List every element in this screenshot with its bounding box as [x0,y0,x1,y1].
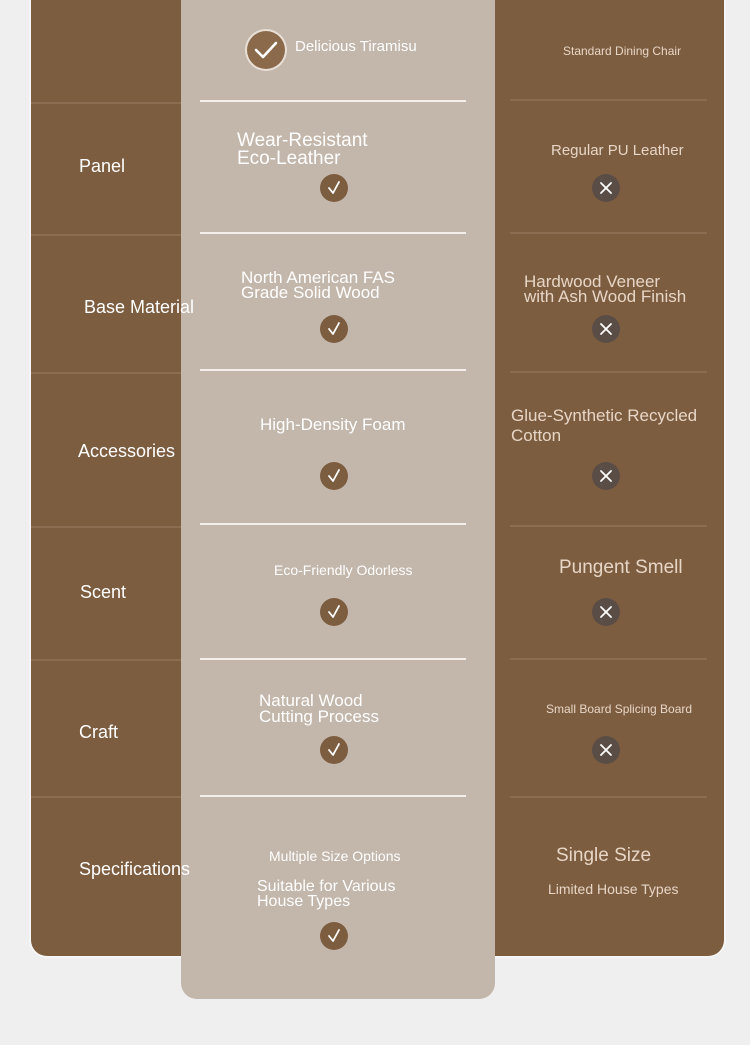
check-icon [320,598,348,626]
cross-icon [592,598,620,626]
cross-icon [592,736,620,764]
divider [510,99,707,101]
divider [200,100,466,102]
ours-value: Natural Wood Cutting Process [259,691,379,726]
cross-icon [592,462,620,490]
divider [200,795,466,797]
highlight-check-icon [247,31,285,69]
compare-product-name: Standard Dining Chair [563,44,682,58]
divider [200,232,466,234]
cross-icon [592,174,620,202]
check-icon [320,174,348,202]
row-label-craft: Craft [79,722,119,742]
check-icon [320,462,348,490]
divider [510,232,707,234]
check-icon [320,922,348,950]
cross-icon [592,315,620,343]
highlight-product-name: Delicious Tiramisu [295,38,417,55]
ours-value: Wear-Resistant Eco-Leather [237,130,368,169]
ours-value: North American FAS Grade Solid Wood [241,268,396,302]
divider [510,658,707,660]
divider [200,523,466,525]
row-label-accessories: Accessories [78,441,176,461]
row-label-panel: Panel [79,156,126,176]
divider [200,658,466,660]
check-icon [320,315,348,343]
divider [510,371,707,373]
row-label-base-material: Base Material [84,297,195,317]
divider [510,796,707,798]
ours-value: Suitable for Various House Types [257,878,396,910]
theirs-value: Limited House Types [548,881,679,897]
check-icon [320,736,348,764]
theirs-value: Regular PU Leather [551,142,684,159]
theirs-value: Pungent Smell [559,557,683,578]
row-label-scent: Scent [80,582,127,602]
theirs-value: Single Size [556,845,652,866]
ours-value: High-Density Foam [260,415,406,434]
divider [31,372,181,374]
divider [31,102,181,104]
ours-value: Eco-Friendly Odorless [274,562,413,578]
divider [31,234,181,236]
divider [510,525,707,527]
divider [31,659,181,661]
theirs-value: Small Board Splicing Board [546,702,693,716]
ours-value: Multiple Size Options [269,848,401,864]
divider [31,526,181,528]
divider [200,369,466,371]
theirs-value: Hardwood Veneer with Ash Wood Finish [524,272,687,306]
theirs-value: Glue-Synthetic Recycled Cotton [511,406,698,445]
row-label-specifications: Specifications [79,859,191,879]
divider [31,796,181,798]
